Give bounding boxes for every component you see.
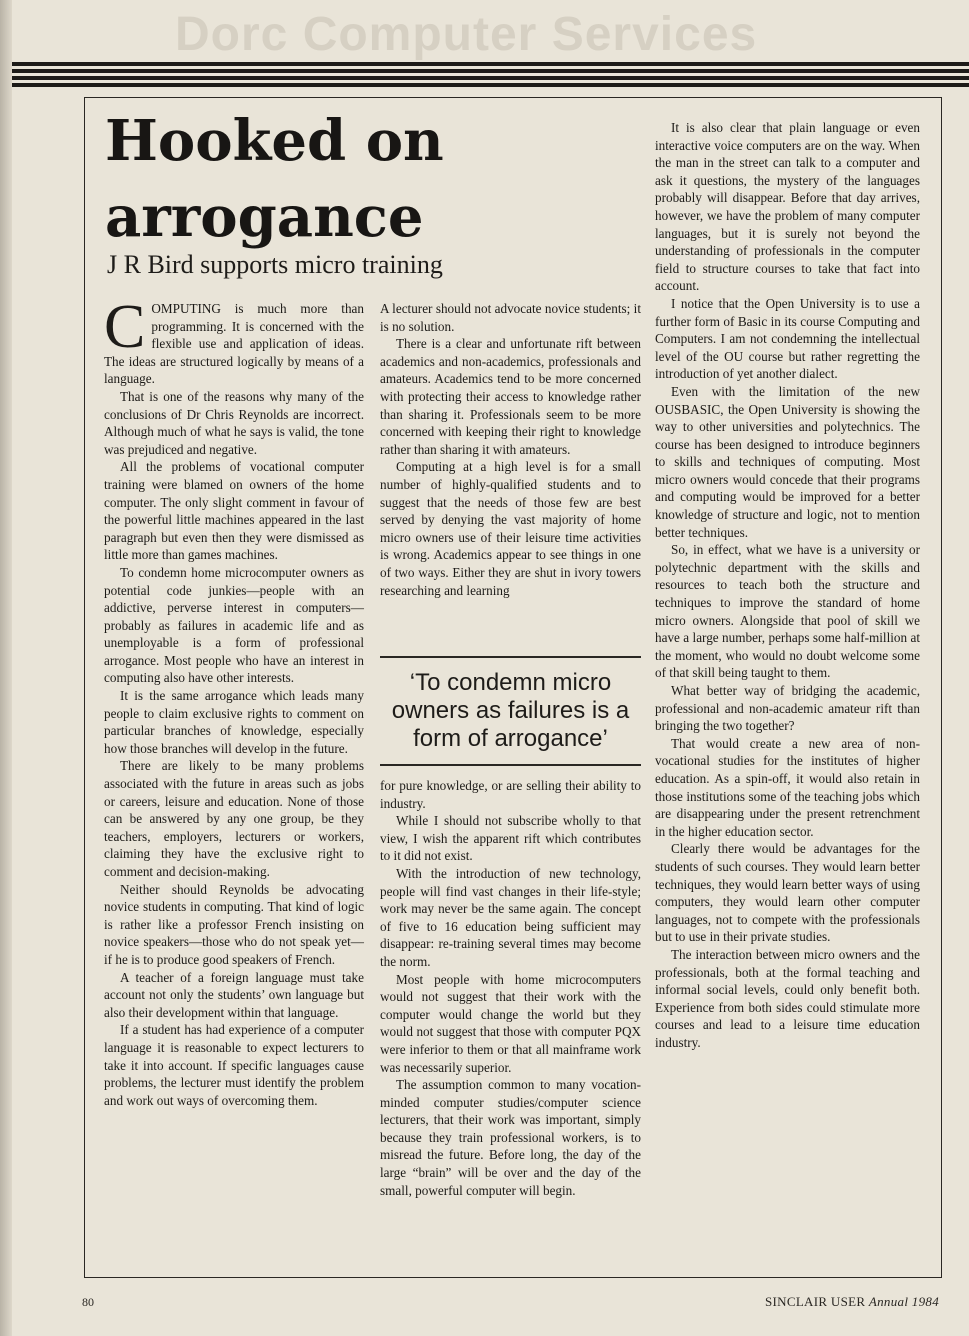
paragraph: There is a clear and unfortunate rift between academics and non-academics, professionals and amateurs. Academics tend to be more concerned with protecting their access to knowledge rather than sharing it. Professionals seem to be more concerned with keeping their right to knowledge rather than sharing it with amateurs. (380, 336, 641, 457)
publication-footer (765, 1294, 939, 1310)
page-number: 80 (82, 1295, 94, 1309)
paragraph: So, in effect, what we have is a university or polytechnic department with the skills and resources to teach both the structure and techniques to improve the standard of home micro owners. Alongside that pool of skill we have a large number, perhaps some half-million at the moment, who would no doubt welcome some of that skill being taught to them. (655, 542, 920, 681)
rule-line (12, 83, 969, 87)
column-2-bottom (380, 777, 641, 1199)
paragraph: While I should not subscribe wholly to that view, I wish the apparent rift which contributes to it did not exist. (380, 813, 641, 864)
paragraph: A teacher of a foreign language must take account not only the students’ own language but also their development within that language. (104, 969, 364, 1020)
rule-line (12, 62, 969, 66)
paragraph: The assumption common to many vocation-minded computer studies/computer science lecturers, that their work was important, simply because they train professional workers, is to misread the future. Before long, the day of the large “brain” will be over and the day of the small, powerful computer will begin. (380, 1077, 641, 1198)
paragraph: All the problems of vocational computer training were blamed on owners of the home computer. The only slight comment in favour of the powerful little machines appeared in the last paragraph but even then they were dismissed as little more than games machines. (104, 459, 364, 563)
paragraph: It is the same arrogance which leads many people to claim exclusive rights to comment on particular branches of knowledge, especially how those branches will develop in the future. (104, 688, 364, 756)
paragraph: With the introduction of new technology, people will find vast changes in their life-style; work may never be the same again. The concept of five to 16 education being sufficient may disappear: re-training several times may become the norm. (380, 865, 641, 969)
paragraph: It is also clear that plain language or even interactive voice computers are on the way. When the man in the street can talk to a computer and ask it questions, the mystery of the languages probably will disappear. Before that day arrives, however, we have the problem of many computer languages, but it is surely not beyond the understanding of professionals in the computer field to structure courses to take that fact into account. (655, 120, 920, 294)
article-byline: J R Bird supports micro training (107, 250, 443, 279)
rule-line (12, 76, 969, 80)
pull-quote-text: ‘To condemn micro owners as failures is a form of arrogance’ (391, 669, 630, 752)
paragraph: The interaction between micro owners and the professionals, both at the formal teaching and informal social levels, could only benefit both. Experience from both sides could stimulate more courses and lead to a leisure time education industry. (655, 946, 920, 1050)
paragraph: Even with the limitation of the new OUSBASIC, the Open University is showing the way to other universities and polytechnics. The course has been designed to introduce beginners to skills and techniques of computing. Most micro owners would concede that their programs and computing would be improved for a better knowledge of structure and logic, not to mention better techniques. (655, 383, 920, 540)
paragraph: Most people with home microcomputers would not suggest that their work with the computer would change the world but they would not suggest that those with computer PQX were inferior to them or that all mainframe work was necessarily superior. (380, 971, 641, 1075)
rule-line (12, 69, 969, 73)
paragraph: Clearly there would be advantages for the students of such courses. They would learn better techniques, they would learn better ways of using computers, they would learn other computer languages, not to compete with the professionals but to use in their private studies. (655, 841, 920, 945)
column-2-top (380, 300, 641, 599)
paragraph: Computing at a high level is for a small number of highly-qualified students and to suggest that the needs of those few are best served by denying the vast majority of home micro owners use of their leisure time activities is wrong. Academics appear to see things in one of two ways. Either they are shut in ivory towers researching and learning (380, 459, 641, 598)
article-headline: Hooked on arrogance (105, 108, 444, 250)
paragraph: There are likely to be many problems associated with the future in areas such as jobs or careers, leisure and education. None of those can be answered by any one group, be they teachers, employers, lecturers or workers, claiming they have the exclusive right to comment and decision-making. (104, 758, 364, 879)
paragraph: That is one of the reasons why many of the conclusions of Dr Chris Reynolds are incorrect. Although much of what he says is valid, the tone was prejudiced and negative. (104, 388, 364, 457)
pull-quote (380, 656, 641, 766)
header-rules (12, 62, 969, 96)
drop-cap: C (104, 293, 146, 361)
faded-header-text: Dorc Computer Services (175, 8, 758, 61)
paragraph: That would create a new area of non-vocational studies for the institutes of higher education. As a spin-off, it would also retain in those institutions some of the teaching jobs which are disappearing under the present retrenchment in the higher education sector. (655, 735, 920, 839)
paragraph: If a student has had experience of a computer language it is reasonable to expect lecturers to take it into account. If specific languages cause problems, the lecturer must identify the problem and work out ways of overcoming them. (104, 1022, 364, 1108)
paragraph: for pure knowledge, or are selling their ability to industry. (380, 778, 641, 811)
paragraph: A lecturer should not advocate novice students; it is no solution. (380, 301, 641, 334)
page-edge-shadow (0, 0, 12, 1336)
paragraph: To condemn home microcomputer owners as potential code junkies—people with an addictive, perverse interest in computers—probably as failures in academic life and as unemployable is a form of professional arrogance. Most people who have an interest in computing also have other interests. (104, 564, 364, 686)
paragraph: What better way of bridging the academic, professional and non-academic amateur rift than bringing the two together? (655, 683, 920, 734)
publication-edition: Annual 1984 (868, 1294, 939, 1309)
paragraph: Neither should Reynolds be advocating novice students in computing. That kind of logic is rather like a professor French insisting on novice speakers—those who do not speak yet—if he is to produce good speakers of French. (104, 881, 364, 967)
column-3 (655, 119, 920, 1051)
column-1 (104, 293, 364, 1109)
paragraph: I notice that the Open University is to use a further form of Basic in its course Computing and Computers. I am not condemning the intellectual level of the OU course but rather regretting the introduction of yet another dialect. (655, 295, 920, 382)
paragraph: COMPUTING is much more than programming. It is concerned with the flexible use and application of ideas. The ideas are structured logically by means of a language. (104, 293, 364, 387)
publication-name: SINCLAIR USER (765, 1294, 866, 1309)
